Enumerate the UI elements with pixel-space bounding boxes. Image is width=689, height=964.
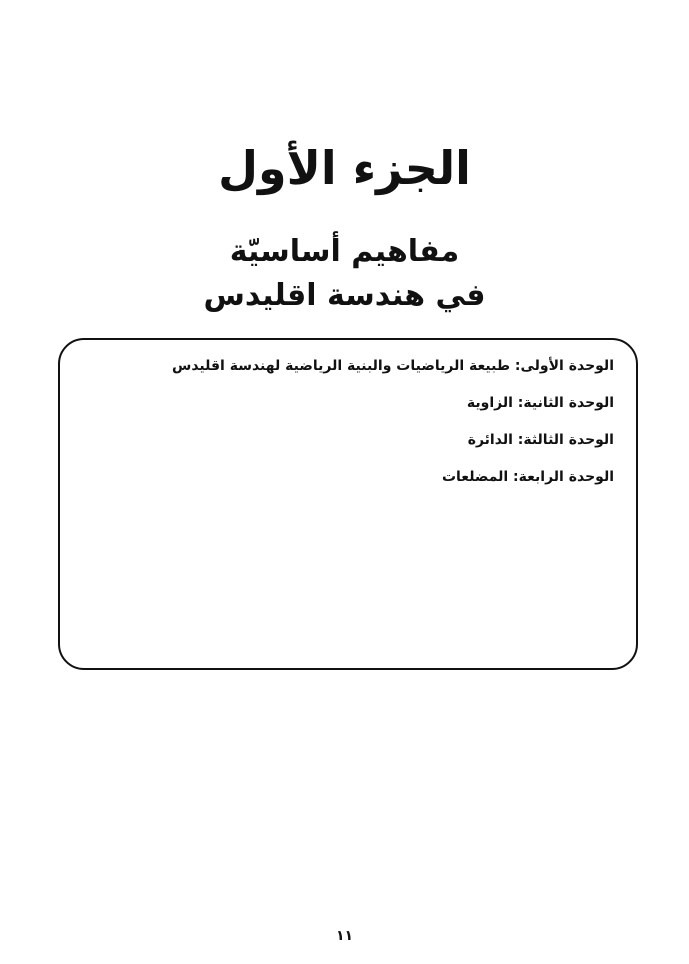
- unit-item-2: الوحدة الثانية: الزاوية: [466, 395, 614, 411]
- subtitle-line-1: مفاهيم أساسيّة: [229, 234, 460, 269]
- unit-item-1: الوحدة الأولى: طبيعة الرياضيات والبنية الرياضية لهندسة اقليدس: [172, 358, 614, 374]
- unit-item-4: الوحدة الرابعة: المضلعات: [441, 469, 614, 485]
- unit-item-3: الوحدة الثالثة: الدائرة: [467, 432, 614, 448]
- units-box: [58, 338, 638, 670]
- page-number: ١١: [335, 928, 354, 944]
- part-title: الجزء الأول: [218, 141, 471, 195]
- units-list: [74, 356, 614, 504]
- subtitle-line-2: في هندسة اقليدس: [203, 278, 486, 313]
